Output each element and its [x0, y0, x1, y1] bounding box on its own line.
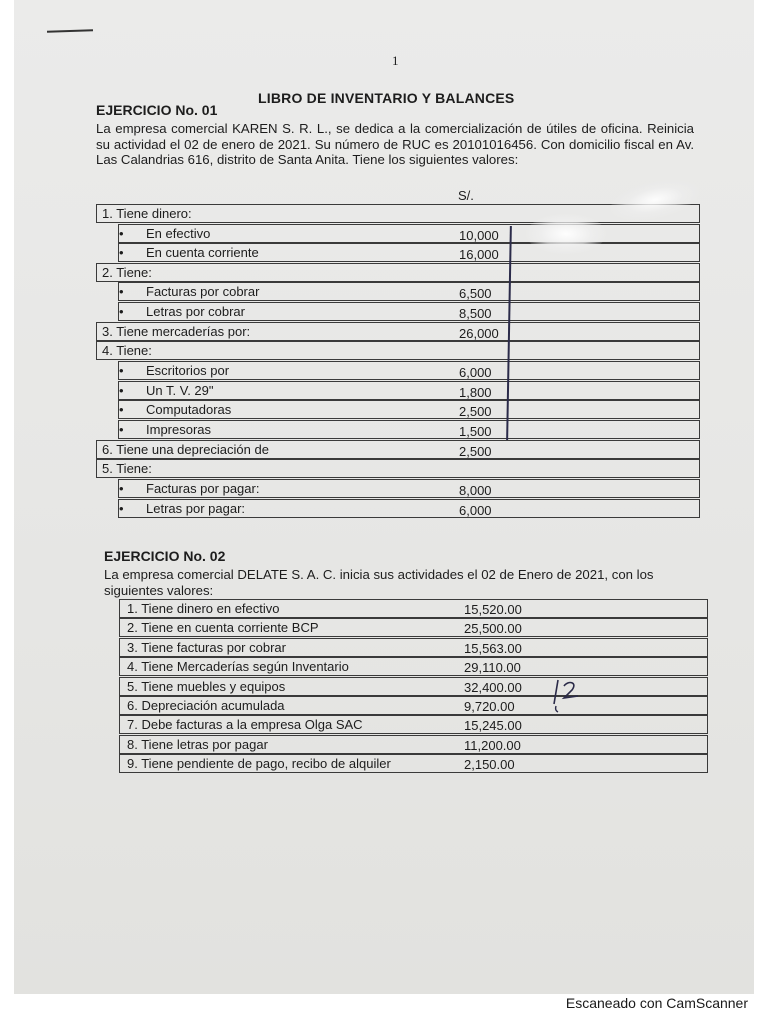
row-label: 7. Debe facturas a la empresa Olga SAC [127, 717, 363, 733]
table-row [96, 440, 700, 459]
page-number: 1 [392, 53, 399, 68]
row-label: 6. Tiene una depreciación de [102, 442, 269, 457]
row-label: Escritorios por [146, 363, 230, 378]
row-value: 2,500 [459, 444, 492, 459]
row-label: Letras por cobrar [146, 304, 245, 319]
bullet-icon: • [119, 501, 124, 516]
table-row [96, 204, 700, 223]
row-label: 5. Tiene muebles y equipos [127, 678, 286, 694]
scanned-page [14, 0, 754, 994]
scanner-footer: Escaneado con CamScanner [565, 995, 748, 1011]
row-label: 2. Tiene en cuenta corriente BCP [127, 620, 319, 636]
row-value: 26,000 [459, 326, 499, 341]
table-row [119, 754, 708, 773]
document-title: LIBRO DE INVENTARIO Y BALANCES [258, 90, 515, 106]
table-row [118, 400, 700, 419]
table-row [118, 479, 700, 498]
bullet-icon: • [119, 226, 124, 241]
table-row [119, 638, 708, 657]
row-value: 1,500 [459, 424, 492, 439]
row-value: 15,245.00 [464, 718, 522, 734]
table-row [118, 420, 700, 439]
row-label: 4. Tiene Mercaderías según Inventario [127, 659, 349, 675]
row-label: 1. Tiene dinero: [102, 206, 192, 221]
table-row [96, 459, 700, 478]
row-value: 16,000 [459, 247, 499, 262]
handwritten-note [552, 674, 592, 714]
smudge [526, 214, 606, 254]
row-value: 25,500.00 [464, 621, 522, 637]
table-row [119, 618, 708, 637]
row-value: 2,150.00 [464, 757, 515, 773]
row-label: Computadoras [146, 402, 232, 417]
row-value: 11,200.00 [464, 737, 521, 753]
table-row [96, 341, 700, 360]
row-value: 6,000 [459, 503, 492, 518]
row-value: 1,800 [459, 385, 492, 400]
table-row [118, 302, 700, 321]
bullet-icon: • [119, 402, 124, 417]
table-row [118, 499, 700, 518]
table-row [118, 381, 700, 400]
exercise1-title: EJERCICIO No. 01 [96, 102, 218, 118]
row-label: En efectivo [146, 226, 211, 241]
row-value: 15,563.00 [464, 640, 522, 656]
bullet-icon: • [119, 481, 124, 496]
row-value: 15,520.00 [464, 602, 522, 617]
row-value: 32,400.00 [464, 679, 522, 695]
table-row [118, 282, 700, 301]
row-value: 6,000 [459, 365, 492, 380]
row-label: 4. Tiene: [102, 343, 152, 358]
row-value: 10,000 [459, 228, 499, 243]
row-label: Facturas por cobrar [146, 284, 260, 299]
exercise1-text: La empresa comercial KAREN S. R. L., se dedica a la comercialización de útiles de oficina. Reinicia su actividad el 02 de enero de 2021. Su número de RUC es 20101016456. Con domicilio fiscal en Av. Las Calandrias 616, distrito de Santa Anita. Tiene los siguientes valores: [96, 121, 694, 167]
table-row [96, 263, 700, 282]
row-label: 6. Depreciación acumulada [127, 698, 285, 713]
table-row [119, 677, 708, 696]
row-label: 3. Tiene mercaderías por: [102, 324, 251, 339]
bullet-icon: • [119, 304, 124, 319]
row-value: 2,500 [459, 404, 492, 419]
table-row [119, 657, 708, 676]
exercise2-title: EJERCICIO No. 02 [104, 548, 226, 564]
row-value: 29,110.00 [464, 660, 521, 676]
row-label: Impresoras [146, 422, 212, 437]
table-row [118, 361, 700, 380]
row-label: Letras por pagar: [146, 501, 246, 516]
row-label: 5. Tiene: [102, 461, 152, 476]
table-row [119, 735, 708, 754]
bullet-icon: • [119, 284, 124, 299]
table-row [119, 599, 708, 618]
table-row [119, 715, 708, 734]
row-label: Facturas por pagar: [146, 481, 260, 496]
row-value: 8,000 [459, 483, 492, 498]
table-row [118, 243, 700, 262]
exercise1-table [14, 0, 754, 540]
exercise2-text: La empresa comercial DELATE S. A. C. inicia sus actividades el 02 de Enero de 2021, con los siguientes valores: [104, 567, 654, 598]
row-label: Un T. V. 29" [146, 383, 214, 398]
row-label: En cuenta corriente [146, 245, 259, 260]
currency-header: S/. [458, 188, 474, 203]
row-label: 8. Tiene letras por pagar [127, 736, 268, 752]
row-label: 2. Tiene: [102, 265, 152, 280]
table-row [96, 322, 700, 341]
row-value: 9,720.00 [464, 699, 515, 714]
bullet-icon: • [119, 363, 124, 378]
row-value: 6,500 [459, 286, 492, 301]
row-label: 9. Tiene pendiente de pago, recibo de alquiler [127, 756, 391, 772]
bullet-icon: • [119, 245, 124, 260]
row-label: 3. Tiene facturas por cobrar [127, 639, 286, 655]
table-row [118, 224, 700, 243]
row-value: 8,500 [459, 306, 492, 321]
bullet-icon: • [119, 422, 124, 437]
row-label: 1. Tiene dinero en efectivo [127, 601, 280, 616]
bullet-icon: • [119, 383, 124, 398]
table-row [119, 696, 708, 715]
